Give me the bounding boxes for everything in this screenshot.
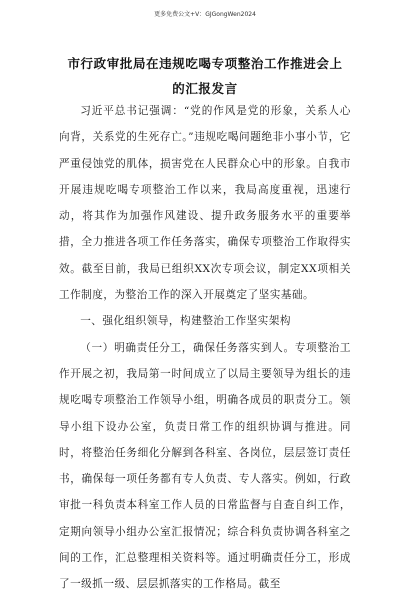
intro-paragraph: 习近平总书记强调：“党的作风是党的形象，关系人心向背，关系党的生死存亡。”违规吃喝问题绝非小事小节，它严重侵蚀党的肌体，损害党在人民群众心中的形象。自我市开展违规吃喝专项整治工作以来，我局高度重视，迅速行动，将其作为加强作风建设、提升政务服务水平的重要举措，全力推进各项工作任务落实，确保专项整治工作取得实效。截至目前，我局已组织XX次专项会议，制定XX项相关工作制度，为整治工作的深入开展奠定了坚实基础。	[59, 105, 351, 302]
subsection-paragraph: （一）明确责任分工，确保任务落实到人。专项整治工作开展之初，我局第一时间成立了以局主要领导为组长的违规吃喝专项整治工作领导小组，明确各成员的职责分工。领导小组下设办公室，负责日常工作的组织协调与推进。同时，将整治任务细化分解到各科室、各岗位，层层签订责任书，确保每一项任务都有专人负责、专人落实。例如，行政审批一科负责本科室工作人员的日常监督与自查自纠工作，定期向领导小组办公室汇报情况；综合科负责协调各科室之间的工作，汇总整理相关资料等。通过明确责任分工，形成了一级抓一级、层层抓落实的工作格局。截至	[59, 341, 351, 591]
section-heading: 一、强化组织领导，构建整治工作坚实架构	[80, 315, 291, 328]
header-note: 更多免费公文+V：GJGongWen2024	[154, 11, 256, 18]
document-body	[59, 98, 351, 598]
document-title: 市行政审批局在违规吃喝专项整治工作推进会上的汇报发言	[67, 56, 343, 96]
